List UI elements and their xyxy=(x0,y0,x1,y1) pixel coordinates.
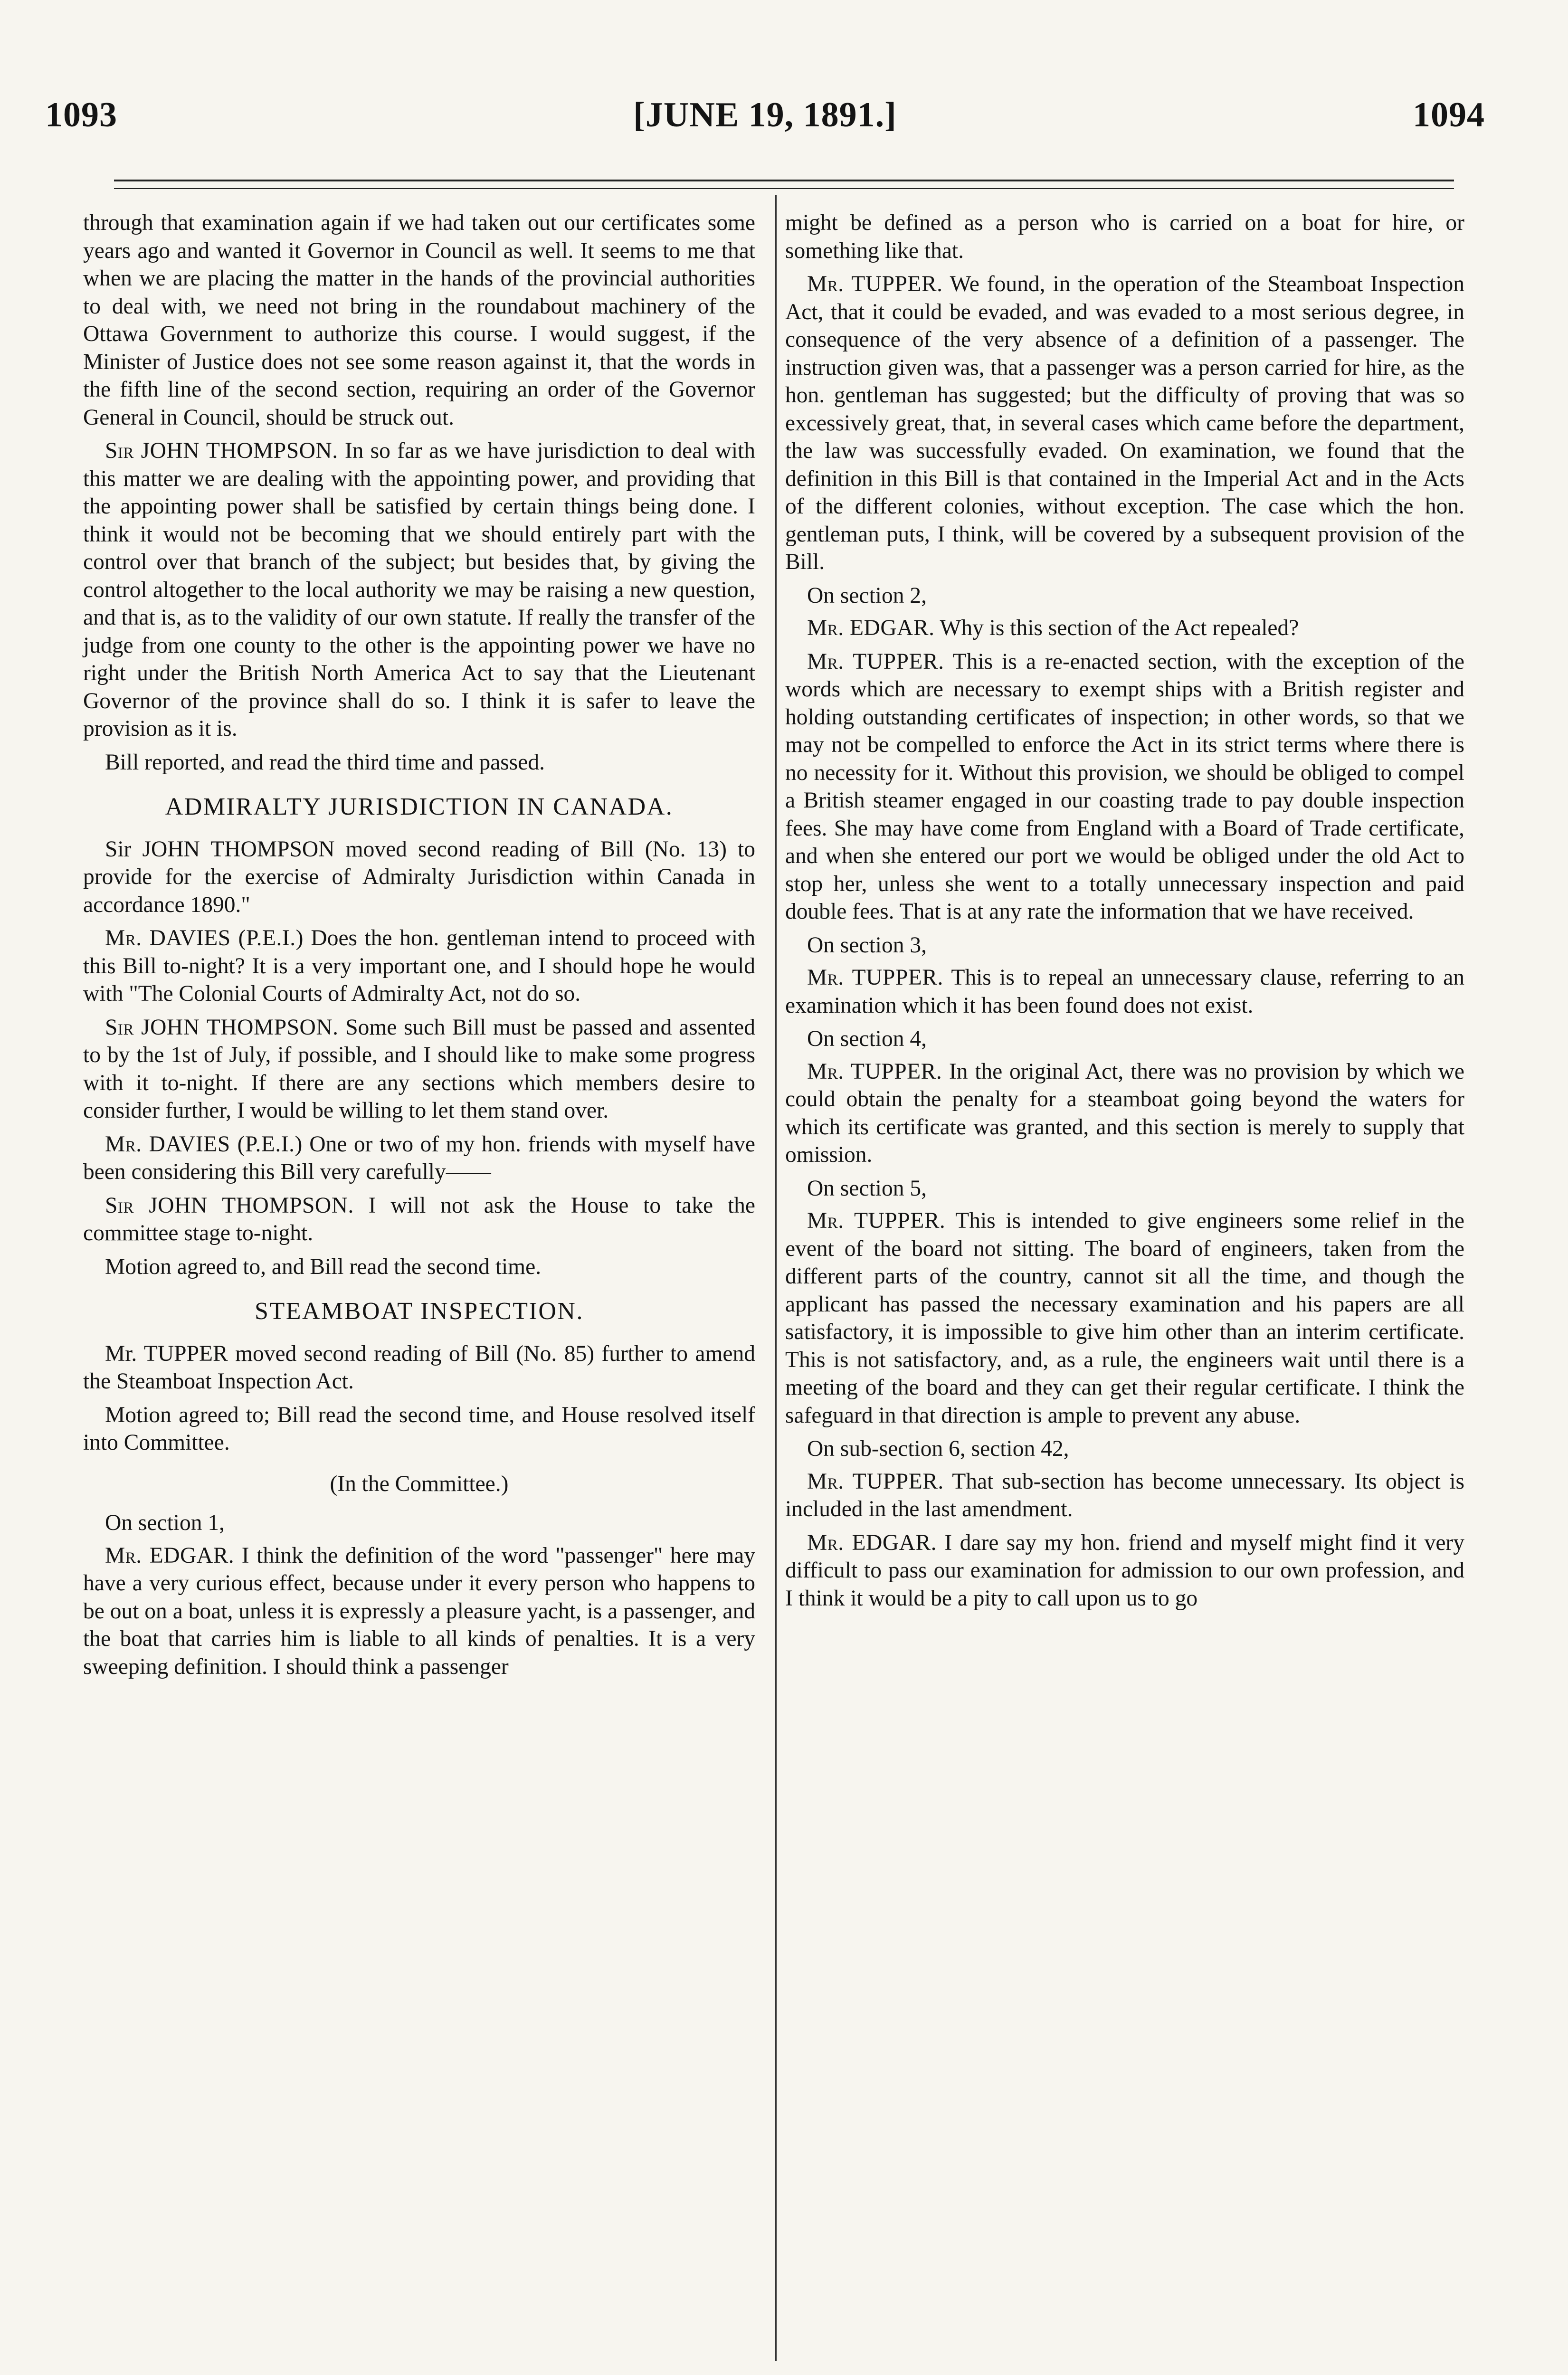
speech-text: I dare say my hon. friend and myself might find it very difficult to pass our examination for admission to our own profession, and I think it would be a pity to call upon us to go xyxy=(785,1530,1464,1611)
speech xyxy=(785,648,1464,926)
speech-text: I will not ask the House to take the committee stage to-night. xyxy=(83,1193,756,1245)
speaker-name: Mr. TUPPER. xyxy=(807,649,944,674)
right-column xyxy=(785,209,1464,1618)
speech-text: This is to repeal an unnecessary clause, referring to an examination which it has been found does not exist. xyxy=(785,965,1464,1018)
speech-text: We found, in the operation of the Steamboat Inspection Act, that it could be evaded, and was evaded to a most serious degree, in consequence of the very absence of a definition of a passenger. The instruction given was, that a passenger was a person carried for hire, as the hon. gentleman has suggested; but the difficulty of proving that was so excessively great, that, in several cases which came before the department, the law was successfully evaded. On examination, we found that the definition in this Bill is that contained in the Imperial Act and in the Acts of the different colonies, without exception. The case which the hon. gentleman puts, I think, will be covered by a subsequent provision of the Bill. xyxy=(785,272,1464,574)
section-marker: On sub-section 6, section 42, xyxy=(807,1436,1069,1461)
speech-text: Why is this section of the Act repealed? xyxy=(934,616,1299,640)
speech xyxy=(785,1207,1464,1429)
speech-text: One or two of my hon. friends with myself have been considering this Bill very carefully—— xyxy=(83,1131,755,1184)
speech xyxy=(83,1014,755,1125)
proceeding-note: Bill reported, and read the third time and passed. xyxy=(105,750,545,775)
proceeding-note: Sir JOHN THOMPSON moved second reading of Bill (No. 13) to provide for the exercise of Admiralty Jurisdiction within Canada in accordance 1890." xyxy=(83,836,755,917)
speech-text: This is a re-enacted section, with the exception of the words which are necessary to exempt ships with a British register and holding outstanding certificates of inspection; in other words, so that we may not be compelled to enforce the Act in its strict terms where there is no necessity for it. Without this provision, we should be obliged to compel a British steamer engaged in our coasting trade to pay double inspection fees. She may have come from England with a Board of Trade certificate, and when she entered our port we would be obliged under the old Act to stop her, unless she went to a totally unnecessary inspection and paid double fees. That is at any rate the information that we have received. xyxy=(785,649,1464,924)
speech xyxy=(83,1192,755,1247)
speech xyxy=(83,1542,755,1681)
left-column xyxy=(83,209,755,1686)
section-heading-steamboat: STEAMBOAT INSPECTION. xyxy=(255,1298,584,1325)
speech xyxy=(83,924,755,1008)
speaker-name: Sir JOHN THOMPSON. xyxy=(105,1193,354,1218)
committee-note: (In the Committee.) xyxy=(330,1471,509,1496)
section-marker: On section 5, xyxy=(807,1176,927,1201)
section-marker: On section 3, xyxy=(807,932,927,958)
speaker-name: Mr. TUPPER. xyxy=(807,272,943,296)
header-rule-thick xyxy=(114,180,1454,181)
header-rule-thin xyxy=(114,188,1454,189)
speech-text: In so far as we have jurisdiction to deal with this matter we are dealing with the appointing power, and providing that the appointing power shall be satisfied by certain things being done. I think it would not be becoming that we should entirely part with the control over that branch of the subject; but besides that, by giving the control altogether to the local authority we may be raising a new question, and that is, as to the validity of our own statute. If really the transfer of the judge from one county to the other is the appointing power we have no right under the British North America Act to say that the Lieutenant Governor of the province shall do so. I think it is safer to leave the provision as it is. xyxy=(83,438,755,741)
speech-text: I think the definition of the word "passenger" here may have a very curious effect, because under it every person who happens to be out on a boat, unless it is expressly a pleasure yacht, is a passenger, and the boat that carries him is liable to all kinds of penalties. It is a very sweeping definition. I should think a passenger xyxy=(83,1543,755,1679)
speaker-name: Mr. DAVIES (P.E.I.) xyxy=(105,926,304,950)
right-page-number: 1094 xyxy=(1413,95,1485,134)
speech xyxy=(785,964,1464,1019)
speaker-name: Sir JOHN THOMPSON. xyxy=(105,438,338,463)
speech-text: This is intended to give engineers some relief in the event of the board not sitting. The board of engineers, taken from the different parts of the country, cannot sit all the time, and though the applicant has passed the necessary examination and his papers are all satisfactory, it is impossible to give him other than an interim certificate. This is not satisfactory, and, as a rule, the engineers wait until there is a meeting of the board and they can get their regular certificate. I think the safeguard in that direction is ample to prevent any abuse. xyxy=(785,1208,1464,1428)
section-marker: On section 2, xyxy=(807,583,927,608)
paragraph: might be defined as a person who is carried on a boat for hire, or something like that. xyxy=(785,210,1464,263)
speech-text: Some such Bill must be passed and assented to by the 1st of July, if possible, and I should like to make some progress with it to-night. If there are any sections which members desire to consider further, I would be willing to let them stand over. xyxy=(83,1015,756,1123)
paragraph: through that examination again if we had taken out our certificates some years ago and wanted it Governor in Council as well. It seems to me that when we are placing the matter in the hands of the provincial authorities to deal with, we need not bring in the roundabout machinery of the Ottawa Government to authorize this course. I would suggest, if the Minister of Justice does not see some reason against it, that the words in the fifth line of the second section, requiring an order of the Governor General in Council, should be struck out. xyxy=(83,210,755,430)
speech xyxy=(785,1058,1464,1169)
column-divider xyxy=(775,195,777,2361)
page-header xyxy=(45,95,1485,135)
speaker-name: Mr. EDGAR. xyxy=(807,616,935,640)
speaker-name: Mr. TUPPER. xyxy=(807,1059,942,1084)
section-marker: On section 4, xyxy=(807,1026,927,1051)
speaker-name: Mr. DAVIES (P.E.I.) xyxy=(105,1131,303,1157)
speaker-name: Mr. TUPPER. xyxy=(807,1469,944,1494)
speech-text: In the original Act, there was no provision by which we could obtain the penalty for a steamboat going beyond the waters for which its certificate was granted, and this section is merely to supply that omission. xyxy=(785,1059,1464,1167)
speaker-name: Sir JOHN THOMPSON. xyxy=(105,1015,339,1040)
proceeding-note: Mr. TUPPER moved second reading of Bill (No. 85) further to amend the Steamboat Inspection Act. xyxy=(83,1341,755,1394)
header-date: [JUNE 19, 1891.] xyxy=(633,95,897,134)
speech xyxy=(83,437,755,743)
proceeding-note: Motion agreed to, and Bill read the second time. xyxy=(105,1254,542,1279)
speaker-name: Mr. EDGAR. xyxy=(807,1530,937,1555)
speaker-name: Mr. TUPPER. xyxy=(807,1208,946,1233)
speaker-name: Mr. TUPPER. xyxy=(807,965,943,990)
speech xyxy=(785,1468,1464,1523)
left-page-number: 1093 xyxy=(45,95,117,134)
section-heading-admiralty: ADMIRALTY JURISDICTION IN CANADA. xyxy=(165,793,674,820)
speech-text: That sub-section has become unnecessary. Its object is included in the last amendment. xyxy=(785,1469,1464,1521)
section-marker: On section 1, xyxy=(105,1510,225,1535)
speech-text: Does the hon. gentleman intend to proceed with this Bill to-night? It is a very important one, and I should hope he would with "The Colonial Courts of Admiralty Act, not do so. xyxy=(83,926,755,1006)
speech xyxy=(785,270,1464,576)
speech xyxy=(785,1529,1464,1613)
speech xyxy=(83,1130,755,1186)
speech xyxy=(785,614,1464,642)
speaker-name: Mr. EDGAR. xyxy=(105,1543,235,1568)
proceeding-note: Motion agreed to; Bill read the second time, and House resolved itself into Committee. xyxy=(83,1402,755,1455)
